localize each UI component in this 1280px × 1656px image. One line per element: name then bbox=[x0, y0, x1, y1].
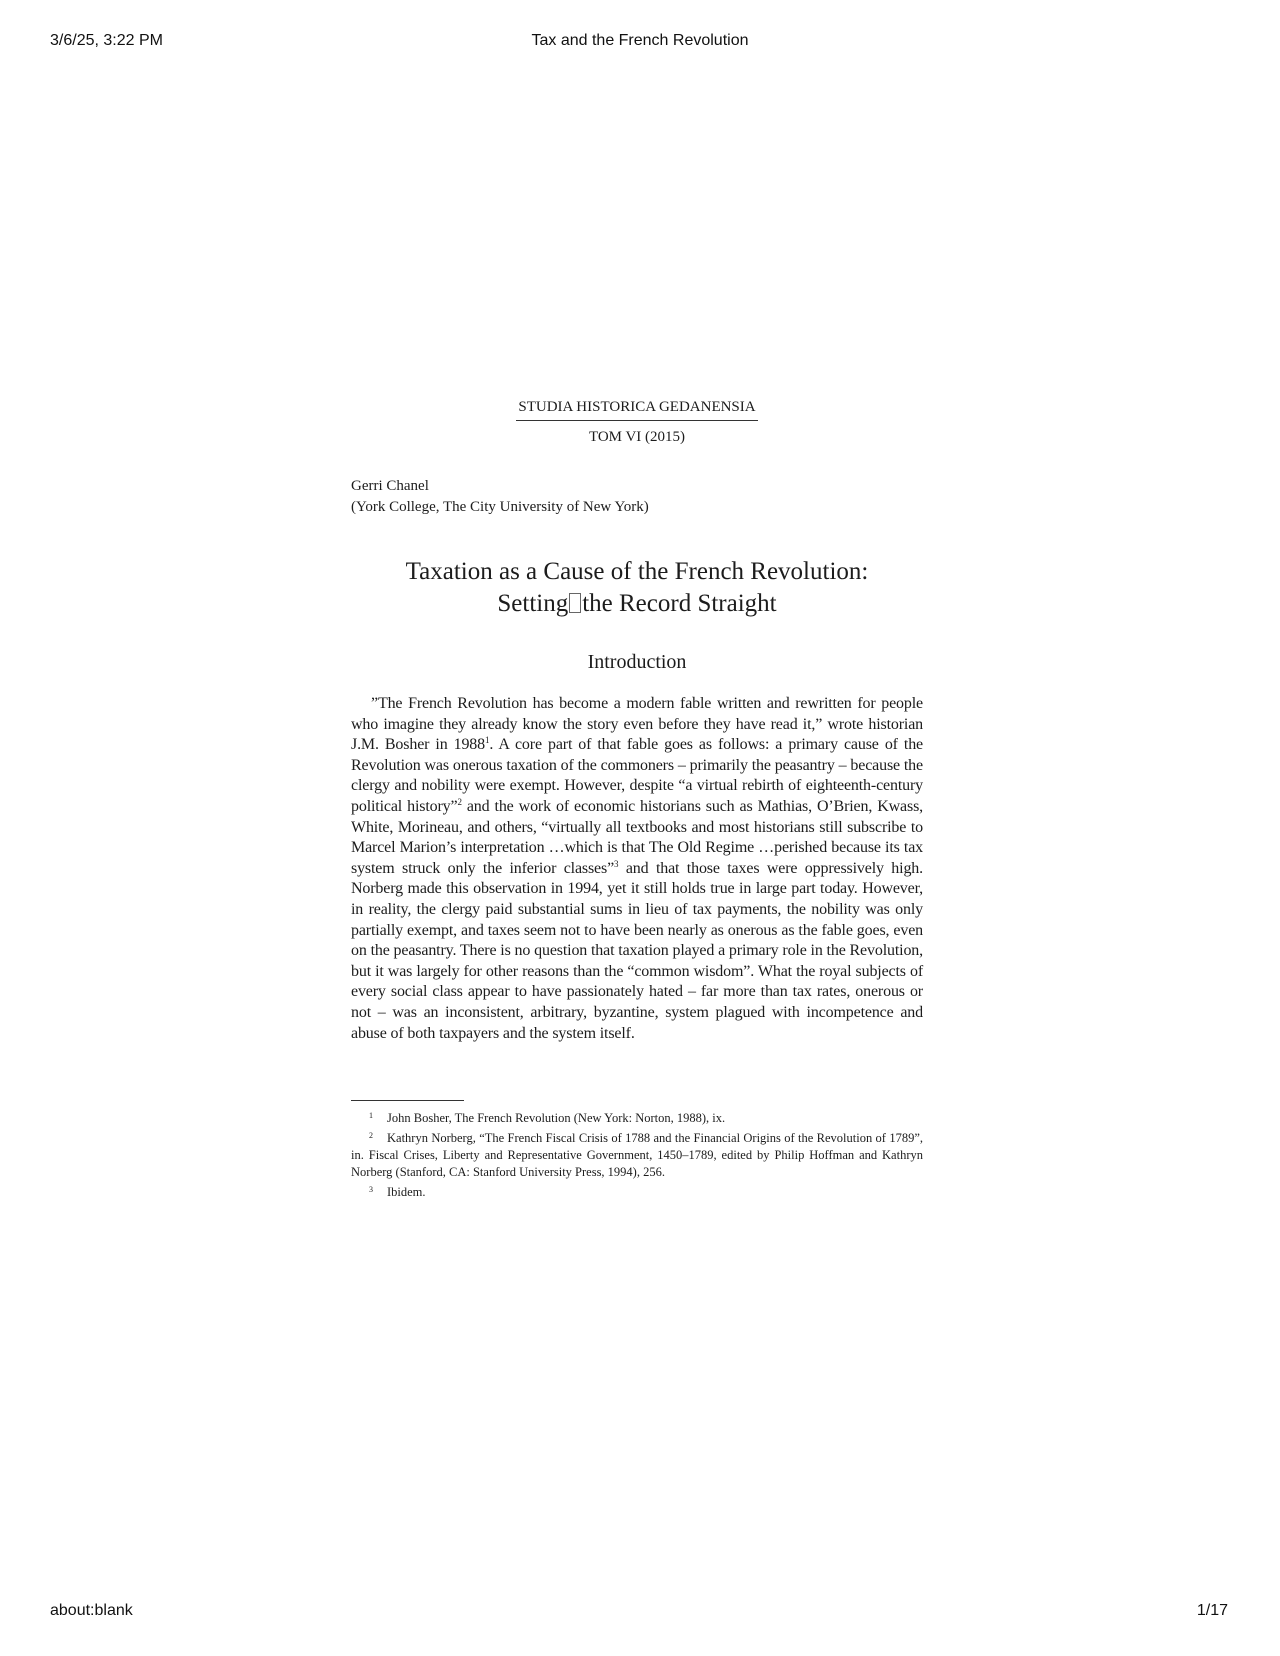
print-page-title: Tax and the French Revolution bbox=[531, 32, 749, 49]
body-text-part-1: ”The French Revolution has become a modern fable written and rewritten for people who imagine they already know the story even before they have read it,” wrote historian J.M. Bosher in 1988 bbox=[351, 695, 923, 754]
author-affiliation: (York College, The City University of New York) bbox=[351, 499, 649, 515]
title-line-1: Taxation as a Cause of the French Revolution: bbox=[405, 558, 869, 585]
body-paragraph bbox=[351, 694, 923, 1044]
print-url: about:blank bbox=[50, 1602, 133, 1619]
article-title bbox=[351, 556, 923, 620]
author-name: Gerri Chanel bbox=[351, 478, 429, 494]
body-text-part-4: and that those taxes were oppressively high. Norberg made this observation in 1994, yet it still holds true in large part today. However, in reality, the clergy paid substantial sums in lieu of tax payments, the nobility was only partially exempt, and taxes seem not to have been nearly as onerous as the fable goes, even on the peasantry. There is no question that taxation played a primary role in the Revolution, but it was largely for other reasons than the “common wisdom”. What the royal subjects of every social class appear to have passionately hated – far more than tax rates, onerous or not – was an inconsistent, arbitrary, byzantine, system plagued with incompetence and abuse of both taxpayers and the system itself. bbox=[351, 859, 923, 1042]
footnote bbox=[351, 1181, 923, 1201]
article-page bbox=[351, 398, 923, 1201]
body-text-part-2: . A core part of that fable goes as follows: a primary cause of the Revolution was onerous taxation of the commoners – primarily the peasantry – because the clergy and nobility were exempt. However, despite “a virtual rebirth of eighteenth-century political history” bbox=[351, 736, 923, 815]
section-heading: Introduction bbox=[587, 651, 687, 673]
missing-glyph-icon bbox=[569, 593, 581, 613]
title-line-2-start: Setting bbox=[497, 590, 569, 617]
print-page-number: 1/17 bbox=[1196, 1602, 1228, 1619]
footnote-mark: 3 bbox=[369, 1185, 373, 1195]
footnotes bbox=[351, 1107, 923, 1201]
footnote-mark: 2 bbox=[369, 1131, 373, 1141]
title-line-2-end: the Record Straight bbox=[582, 590, 777, 617]
body-text-part-3: and the work of economic historians such as Mathias, O’Brien, Kwass, White, Morineau, and others, “virtually all textbooks and most historians still subscribe to Marcel Marion’s interpretation …which is that The Old Regime …perished because its tax system struck only the inferior classes” bbox=[351, 797, 923, 877]
journal-volume: TOM VI (2015) bbox=[588, 429, 686, 445]
journal-header bbox=[351, 398, 923, 446]
footnote-ref-2: 2 bbox=[457, 796, 462, 807]
author-block bbox=[351, 476, 923, 518]
footnote-divider bbox=[351, 1100, 464, 1101]
footnote-text: Kathryn Norberg, “The French Fiscal Crisis of 1788 and the Financial Origins of the Revolution of 1789”, in. Fiscal Crises, Liberty and Representative Government, 1450–1789, edited by Philip Hoffman and Kathryn Norberg (Stanford, CA: Stanford University Press, 1994), 256. bbox=[351, 1131, 923, 1180]
footnote-text: Ibidem. bbox=[387, 1185, 426, 1200]
print-datetime: 3/6/25, 3:22 PM bbox=[50, 32, 163, 49]
print-header bbox=[0, 32, 1280, 54]
footnote-ref-1: 1 bbox=[485, 735, 490, 746]
footnote bbox=[351, 1127, 923, 1181]
footnote bbox=[351, 1107, 923, 1127]
title-line-2 bbox=[351, 588, 923, 620]
footnote-text: John Bosher, The French Revolution (New York: Norton, 1988), ix. bbox=[387, 1111, 726, 1126]
footnote-mark: 1 bbox=[369, 1111, 373, 1121]
footnote-ref-3: 3 bbox=[614, 858, 619, 869]
journal-name: STUDIA HISTORICA GEDANENSIA bbox=[516, 398, 757, 421]
print-footer bbox=[0, 1602, 1280, 1624]
